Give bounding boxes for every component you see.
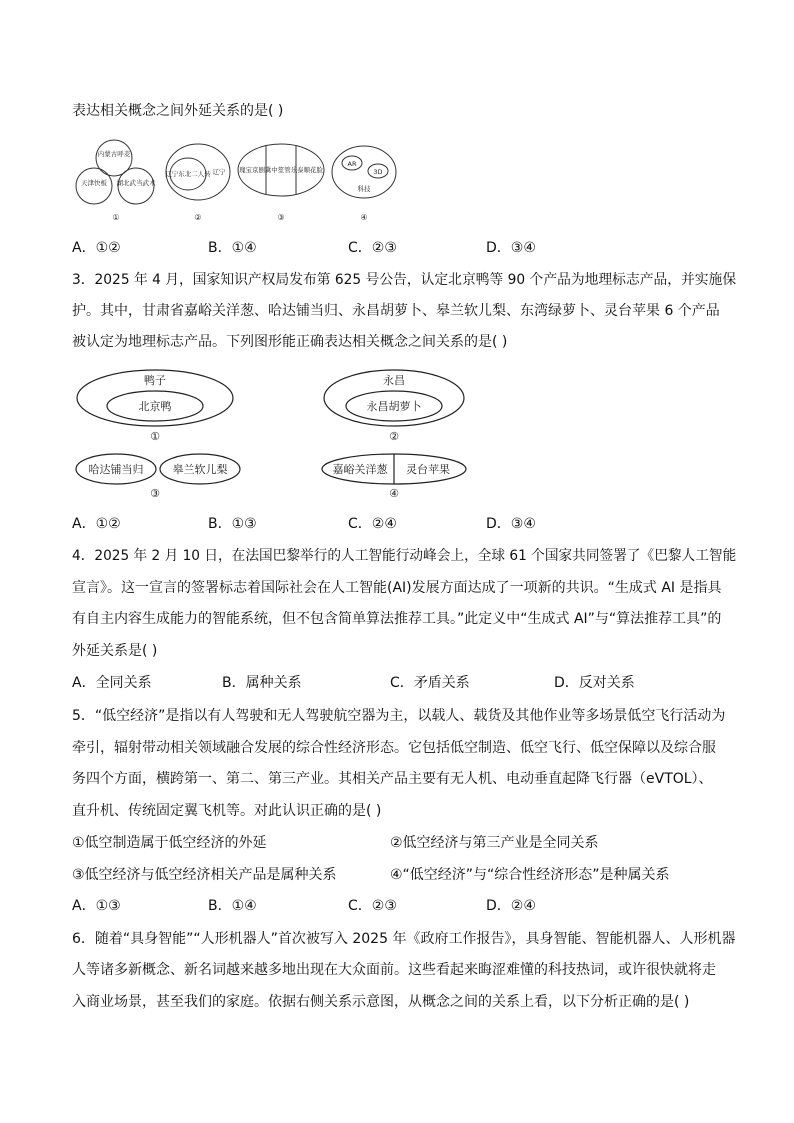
q4-option-d[interactable]: D．反对关系 bbox=[554, 675, 635, 691]
q5-line-1: 5．“低空经济”是指以有人驾驶和无人驾驶航空器为主，以载人、载货及其他作业等多场景低空飞行活动为 bbox=[72, 708, 726, 724]
q6-line-2: 人等诸多新概念、新名词越来越多地出现在大众面前。这些看起来晦涩难懂的科技热词，或许很快就将走 bbox=[72, 962, 716, 978]
q2-fig1 bbox=[76, 140, 156, 222]
q3-fig3 bbox=[76, 454, 240, 500]
q2-fig3-right: 泰顺花脸 bbox=[297, 166, 323, 174]
q5-option-c[interactable]: C．②③ bbox=[348, 898, 397, 914]
q2-option-a[interactable]: A．①② bbox=[72, 240, 121, 256]
q2-stem-tail: 表达相关概念之间外延关系的是( ) bbox=[72, 103, 284, 119]
q3-fig1-inner: 北京鸭 bbox=[138, 400, 172, 413]
q2-fig1-right: 湖北武当武术 bbox=[116, 179, 156, 187]
q3-figure-group bbox=[74, 366, 474, 504]
q5-option-b[interactable]: B．①④ bbox=[208, 898, 257, 914]
q3-fig4 bbox=[322, 454, 466, 500]
q3-fig2-num: ② bbox=[389, 430, 399, 443]
q2-fig2-outer: 辽宁 bbox=[212, 168, 226, 176]
q2-fig3-num: ③ bbox=[277, 213, 285, 222]
q4-line-1: 4．2025 年 2 月 10 日，在法国巴黎举行的人工智能行动峰会上，全球 61 个国家共同签署了《巴黎人工智能 bbox=[72, 548, 737, 564]
q2-fig1-left: 天津快板 bbox=[81, 179, 107, 187]
q3-fig2-inner: 永昌胡萝卜 bbox=[366, 400, 422, 413]
q2-fig1-num: ① bbox=[112, 213, 120, 222]
q5-line-2: 牵引，辐射带动相关领域融合发展的综合性经济形态。它包括低空制造、低空飞行、低空保障以及综合服 bbox=[72, 740, 716, 756]
q3-fig2-outer: 永昌 bbox=[383, 374, 405, 387]
q3-fig4-a: 嘉峪关洋葱 bbox=[332, 463, 388, 476]
q5-statement-1: ①低空制造属于低空经济的外延 bbox=[72, 835, 267, 851]
q3-fig3-b: 皋兰软儿梨 bbox=[172, 463, 228, 476]
q3-fig1-outer: 鸭子 bbox=[144, 374, 166, 387]
q2-fig2 bbox=[165, 144, 230, 222]
q2-fig2-num: ② bbox=[194, 213, 202, 222]
q3-option-c[interactable]: C．②④ bbox=[348, 516, 397, 532]
q2-fig4 bbox=[332, 146, 396, 222]
q2-fig4-b: 3D bbox=[373, 168, 383, 176]
q3-fig3-num: ③ bbox=[150, 487, 160, 500]
q5-statement-4: ④“低空经济”与“综合性经济形态”是种属关系 bbox=[390, 867, 670, 883]
q2-fig1-top: 内蒙古呼麦 bbox=[97, 150, 131, 158]
q3-line-1: 3．2025 年 4 月，国家知识产权局发布第 625 号公告，认定北京鸭等 90 个产品为地理标志产品，并实施保 bbox=[72, 272, 737, 288]
q2-fig2-inner: 辽宁东北二人转 bbox=[165, 170, 211, 178]
q5-option-a[interactable]: A．①③ bbox=[72, 898, 121, 914]
q2-fig4-outer: 科技 bbox=[357, 185, 371, 193]
q4-line-4: 外延关系是( ) bbox=[72, 643, 158, 659]
q4-option-c[interactable]: C．矛盾关系 bbox=[390, 675, 470, 691]
q5-statement-3: ③低空经济与低空经济相关产品是属种关系 bbox=[72, 867, 337, 883]
q5-statement-2: ②低空经济与第三产业是全同关系 bbox=[390, 835, 599, 851]
q5-option-d[interactable]: D．②④ bbox=[486, 898, 536, 914]
q2-fig4-num: ④ bbox=[360, 213, 368, 222]
q3-fig4-num: ④ bbox=[389, 487, 399, 500]
q2-figure-row bbox=[74, 138, 404, 228]
q2-fig3 bbox=[238, 144, 324, 222]
q3-fig2 bbox=[324, 370, 464, 443]
q2-fig4-a: AR bbox=[347, 160, 357, 168]
q2-option-c[interactable]: C．②③ bbox=[348, 240, 397, 256]
q2-fig3-left: 瑰宝京剧 bbox=[239, 166, 265, 174]
q6-line-1: 6．随着“具身智能”“人形机器人”首次被写入 2025 年《政府工作报告》，具身智能、智能机器人、人形机器 bbox=[72, 931, 736, 947]
q3-fig3-a: 哈达铺当归 bbox=[88, 463, 144, 476]
q3-line-2: 护。其中，甘肃省嘉峪关洋葱、哈达铺当归、永昌胡萝卜、皋兰软儿梨、东湾绿萝卜、灵台苹果 6 个产品 bbox=[72, 303, 720, 319]
q4-line-3: 有自主内容生成能力的智能系统，但不包含简单算法推荐工具。”此定义中“生成式 AI”与“算法推荐工具”的 bbox=[72, 611, 722, 627]
q4-option-b[interactable]: B．属种关系 bbox=[222, 675, 302, 691]
q3-option-a[interactable]: A．①② bbox=[72, 516, 121, 532]
q2-option-b[interactable]: B．①④ bbox=[208, 240, 257, 256]
q3-fig1-num: ① bbox=[150, 430, 160, 443]
q3-option-b[interactable]: B．①③ bbox=[208, 516, 257, 532]
q5-line-3: 务四个方面，横跨第一、第二、第三产业。其相关产品主要有无人机、电动垂直起降飞行器（eVTOL）、 bbox=[72, 771, 713, 787]
q6-line-3: 入商业场景，甚至我们的家庭。依据右侧关系示意图，从概念之间的关系上看，以下分析正确的是( ) bbox=[72, 994, 690, 1010]
q5-line-4: 直升机、传统固定翼飞机等。对此认识正确的是( ) bbox=[72, 803, 382, 819]
q4-line-2: 宣言》。这一宣言的签署标志着国际社会在人工智能(AI)发展方面达成了一项新的共识。“生成式 AI 是指具 bbox=[72, 580, 722, 596]
q2-option-d[interactable]: D．③④ bbox=[486, 240, 536, 256]
q3-option-d[interactable]: D．③④ bbox=[486, 516, 536, 532]
q4-option-a[interactable]: A．全同关系 bbox=[72, 675, 152, 691]
q3-fig1 bbox=[77, 370, 233, 443]
q2-fig3-mid: 冀中笙管乐 bbox=[264, 166, 298, 174]
q3-line-3: 被认定为地理标志产品。下列图形能正确表达相关概念之间关系的是( ) bbox=[72, 334, 508, 350]
q3-fig4-b: 灵台苹果 bbox=[406, 463, 450, 476]
